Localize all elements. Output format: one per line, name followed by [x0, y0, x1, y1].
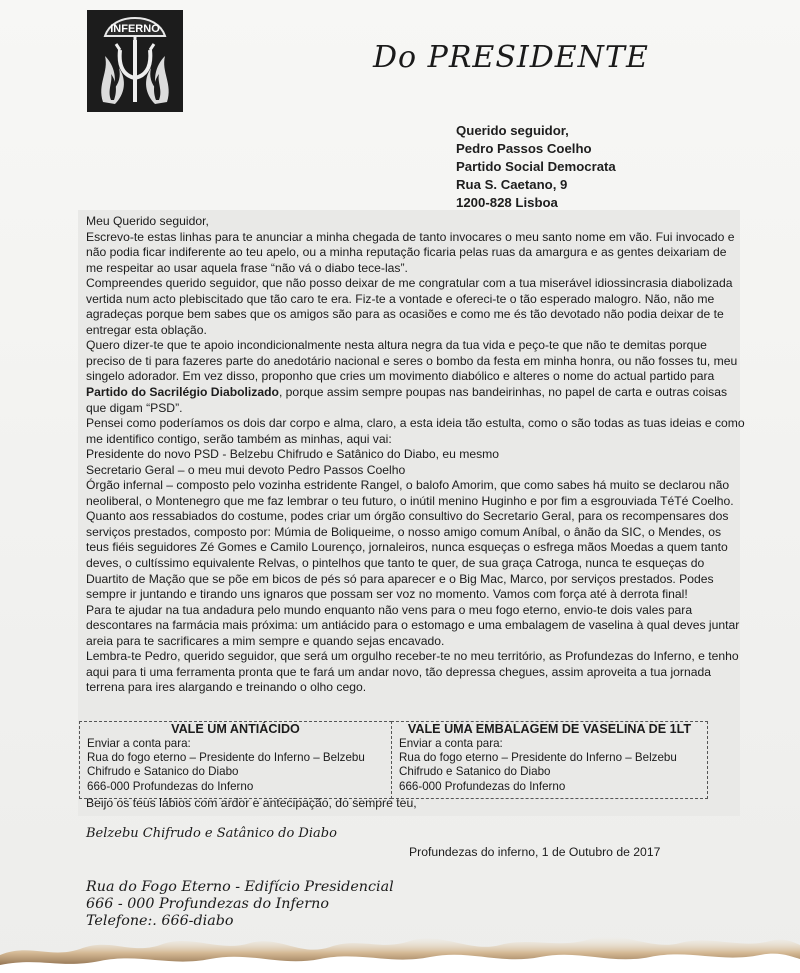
voucher-antacid [79, 721, 392, 799]
footer-line: Rua do Fogo Eterno - Edifício Presidencial [86, 879, 394, 895]
body-paragraph: Escrevo-te estas linhas para te anunciar a minha chegada de tanto invocares o meu santo nome em vão. Fui invocado e não podia ficar indiferente ao teu apelo, ou a minha reputação ficaria pelas ruas da amargura e as gentes deixariam de me respeitar ao usar aquela frase “não vá o diabo tece-las”. [86, 229, 735, 275]
voucher-line: 666-000 Profundezas do Inferno [399, 779, 566, 793]
voucher-line: Rua do fogo eterno – Presidente do Inferno – Belzebu [399, 751, 677, 765]
closing-line: Beijo os teus lábios com ardor e antecipação, do sempre teu, [86, 796, 417, 810]
date-line: Profundezas do inferno, 1 de Outubro de 2017 [409, 845, 661, 859]
body-paragraph: Quanto aos ressabiados do costume, podes criar um órgão consultivo do Secretario Geral, para os recompensares dos serviços prestados, composto por: Múmia de Boliqueime, o nosso amigo comum Aníbal, o ânão da SIC, o Mendes, os teus fiéis seguidores Zé Gomes e Camilo Lourenço, jornaleiros, nunca esqueças o esfrega mãos Moedas a quem tanto deves, o cultíssimo equivalente Relvas, o pintelhos que tanto te quer, de sua graça Catroga, nunca te esqueças do Duartito de Mação que se põe em bicos de pés só para aparecer e o Big Mac, Marco, por serviços prestados. Podes sempre ir juntando e tirando uns ignaros que possam ser voz no momento. Vamos com força até à derrota final! [86, 509, 729, 602]
party-name-bold: Partido do Sacrilégio Diabolizado [86, 385, 279, 400]
recipient-line: Querido seguidor, [456, 123, 569, 138]
body-text-span: , porque assim sempre poupas nas bandeirinhas, no papel de carta e outras coisas que digam “PSD”. [86, 385, 728, 415]
voucher-line: 666-000 Profundezas do Inferno [87, 779, 254, 793]
voucher-line: Enviar a conta para: [399, 737, 503, 750]
voucher-line: Enviar a conta para: [87, 737, 191, 750]
voucher-line: Chifrudo e Satanico do Diabo [87, 765, 239, 779]
footer-line: 666 - 000 Profundezas do Inferno [86, 896, 329, 912]
voucher-title: VALE UM ANTIÁCIDO [171, 722, 300, 736]
logo-text: INFERNO [110, 23, 160, 35]
recipient-line: Rua S. Caetano, 9 [456, 177, 568, 192]
body-paragraph: Presidente do novo PSD - Belzebu Chifrudo e Satânico do Diabo, eu mesmo [86, 447, 500, 462]
body-paragraph: Órgão infernal – composto pelo vozinha estridente Rangel, o balofo Amorim, que como sabes há muito se declarou não neoliberal, o Montenegro que me faz lembrar o teu futuro, o inútil menino Huginho e por fim a esgrouviada TéTé Coelho. [86, 478, 734, 508]
trident-flame-icon [87, 10, 183, 112]
footer-line: Telefone:. 666-diabo [86, 913, 234, 929]
letterhead-title: Do PRESIDENTE [373, 40, 649, 75]
voucher-line: Rua do fogo eterno – Presidente do Inferno – Belzebu [87, 751, 365, 765]
body-paragraph: Para te ajudar na tua andadura pelo mundo enquanto não vens para o meu fogo eterno, envio-te dois vales para descontares na farmácia mais próxima: um antiácido para o estomago e uma embalagem de vaselina à qual deves juntar areia para te sacrificares a mim sempre e quando sejas encavado. [86, 602, 740, 648]
letter-body [86, 214, 746, 696]
voucher-vaseline [391, 721, 708, 799]
body-paragraph: Compreendes querido seguidor, que não posso deixar de me congratular com a tua miserável idiossincrasia diabolizada vertida num acto plebiscitado que tão caro te era. Fiz-te a vontade e ofereci-te o tão esperado malogro. Não, não me agradeças porque bem sabes que os amigos são para as ocasiões e como me és tão devotado não podia deixar de te entregar esta oblação. [86, 276, 733, 337]
body-paragraph: Secretario Geral – o meu mui devoto Pedro Passos Coelho [86, 462, 406, 477]
voucher-title: VALE UMA EMBALAGEM DE VASELINA DE 1LT [407, 722, 692, 736]
salutation: Meu Querido seguidor, [86, 214, 209, 228]
voucher-line: Chifrudo e Satanico do Diabo [399, 765, 551, 779]
recipient-line: Pedro Passos Coelho [456, 141, 592, 156]
body-text-span: Quero dizer-te que te apoio incondicionalmente nesta altura negra da tua vida e peço-te que não te demitas porque preciso de ti para fazeres parte do anedotário nacional e seres o bombo da festa em minha honra, ou não fosses tu, meu singelo adorador. Em vez disso, proponho que cries um movimento diabólico e alteres o nome do actual partido para [86, 338, 738, 384]
recipient-line: 1200-828 Lisboa [456, 195, 558, 210]
recipient-line: Partido Social Democrata [456, 159, 616, 174]
inferno-logo [87, 10, 183, 112]
recipient-address [456, 122, 616, 212]
signature: Belzebu Chifrudo e Satânico do Diabo [86, 826, 337, 841]
burnt-edge [0, 915, 800, 973]
body-paragraph [86, 338, 746, 416]
body-paragraph: Lembra-te Pedro, querido seguidor, que será um orgulho receber-te no meu território, as Profundezas do Inferno, e tenho aqui para ti uma ferramenta pronta que te fará um andar novo, tão depressa chegues, assim aproveita a tua jornada terrena para ires alargando e treinando o olho cego. [86, 649, 739, 695]
body-paragraph: Pensei como poderíamos os dois dar corpo e alma, claro, a esta ideia tão estulta, como o são todas as tuas ideias e como me identifico contigo, serão também as minhas, aqui vai: [86, 416, 745, 446]
